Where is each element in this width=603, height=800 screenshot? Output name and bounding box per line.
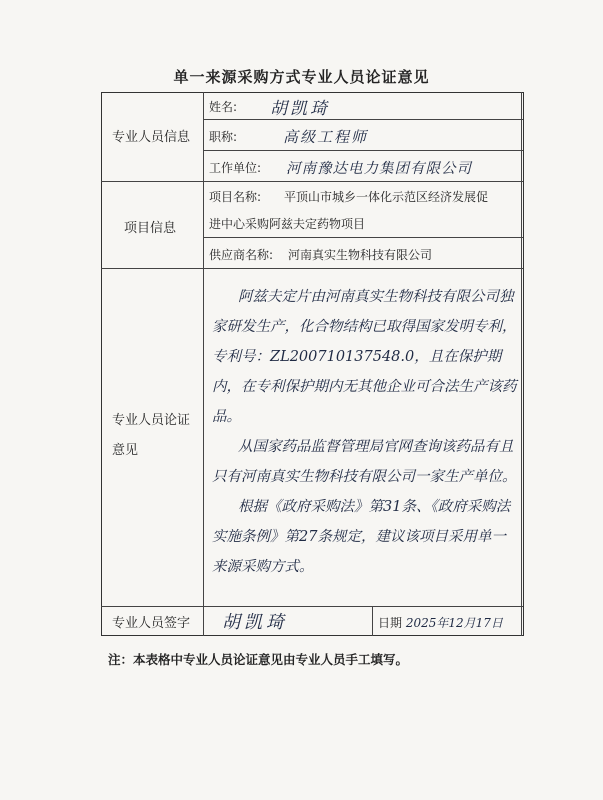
row-line xyxy=(101,268,523,269)
footnote: 注：本表格中专业人员论证意见由专业人员手工填写。 xyxy=(108,652,409,667)
project-name-value-line2: 进中心采购阿兹夫定药物项目 xyxy=(209,217,366,231)
opinion-label xyxy=(112,406,196,466)
opinion-text xyxy=(212,282,517,582)
name-field-label: 姓名: xyxy=(209,100,238,114)
opinion-label-text: 专业人员论证意见 xyxy=(112,413,191,458)
name-field-value: 胡凯琦 xyxy=(270,99,330,119)
opinion-paragraph-1: 阿兹夫定片由河南真实生物科技有限公司独家研发生产，化合物结构已取得国家发明专利，专利号：ZL200710137548.0，且在保护期内，在专利保护期内无其他企业可合法生产该药品。 xyxy=(212,289,517,425)
column-divider xyxy=(203,92,204,636)
title-field-value: 高级工程师 xyxy=(283,128,369,146)
employer-field-value: 河南豫达电力集团有限公司 xyxy=(286,161,472,177)
signature-label: 专业人员签字 xyxy=(112,616,191,631)
signature-date xyxy=(378,614,503,631)
project-info-label: 项目信息 xyxy=(124,221,177,236)
expert-info-label: 专业人员信息 xyxy=(112,130,191,145)
row-line xyxy=(203,119,523,120)
project-name-label: 项目名称: xyxy=(209,190,262,204)
project-name-value-line1: 平顶山市城乡一体化示范区经济发展促 xyxy=(284,190,489,204)
signature-divider xyxy=(372,606,373,636)
row-line xyxy=(203,237,523,238)
signer-signature: 胡凯琦 xyxy=(222,612,288,633)
date-value: 2025年12月17日 xyxy=(405,616,503,630)
title-field-label: 职称: xyxy=(209,130,238,144)
right-inner-border xyxy=(521,92,522,636)
row-line xyxy=(101,181,523,182)
opinion-paragraph-3: 根据《政府采购法》第31条、《政府采购法实施条例》第27条规定，建议该项目采用单一来源采购方式。 xyxy=(212,499,511,575)
document-title: 单一来源采购方式专业人员论证意见 xyxy=(173,68,430,86)
date-prefix: 日期 xyxy=(378,616,403,630)
supplier-label: 供应商名称: xyxy=(209,248,274,262)
supplier-value: 河南真实生物科技有限公司 xyxy=(288,248,433,262)
employer-field-label: 工作单位: xyxy=(209,161,262,175)
opinion-paragraph-2: 从国家药品监督管理局官网查询该药品有且只有河南真实生物科技有限公司一家生产单位。 xyxy=(212,439,517,485)
row-line xyxy=(203,150,523,151)
row-line xyxy=(101,606,523,607)
